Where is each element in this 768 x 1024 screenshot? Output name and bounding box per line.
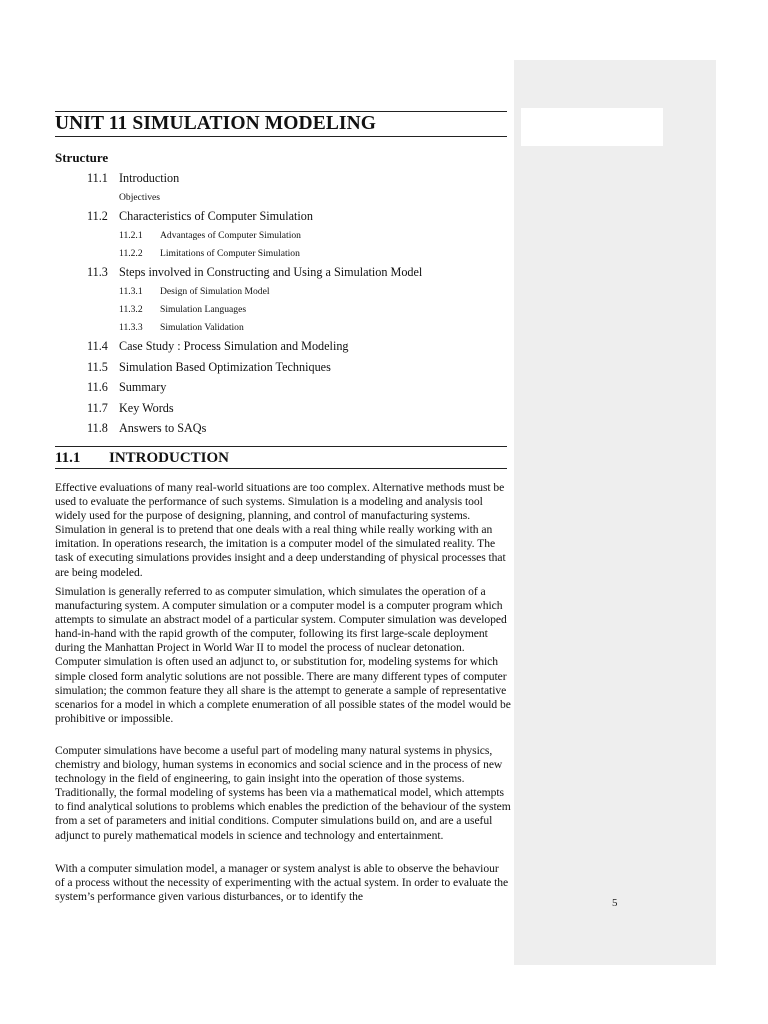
- page-number: 5: [612, 897, 618, 909]
- toc-label: Limitations of Computer Simulation: [160, 248, 300, 259]
- toc-number: 11.8: [87, 421, 108, 435]
- toc-label: Simulation Validation: [160, 322, 244, 333]
- toc-number: 11.2.1: [119, 230, 143, 241]
- toc-number: 11.3: [87, 265, 108, 279]
- toc-label: Design of Simulation Model: [160, 286, 270, 297]
- toc-item: [119, 192, 160, 203]
- title-rule-bottom: [55, 136, 507, 137]
- toc-number: 11.3.3: [119, 322, 143, 333]
- toc-number: 11.3.2: [119, 304, 143, 315]
- paragraph: With a computer simulation model, a manager or system analyst is able to observe the behaviour of a process without the necessity of experimenting with the actual system. In order to evaluate the system’s performance given various disturbances, or to identify the: [55, 862, 509, 904]
- section-rule-top: [55, 446, 507, 447]
- toc-number: 11.6: [87, 380, 108, 394]
- toc-label: Simulation Languages: [160, 304, 247, 315]
- toc-number: 11.2.2: [119, 248, 143, 259]
- toc-label: Case Study : Process Simulation and Modeling: [119, 339, 349, 353]
- paragraph: Computer simulations have become a useful part of modeling many natural systems in physics, chemistry and biology, human systems in economics and social science and in the process of new technology in the field of engineering, to gain insight into the operation of those systems. Traditionally, the formal modeling of systems has been via a mathematical model, which attempts to find analytical solutions to problems which enables the prediction of the behaviour of the system from a set of parameters and initial conditions. Computer simulations build on, and are a useful adjunct to purely mathematical models in science and technology and entertainment.: [55, 744, 511, 842]
- toc-label: Characteristics of Computer Simulation: [119, 209, 313, 223]
- title-rule-top: [55, 111, 507, 112]
- comment-box: [521, 108, 663, 146]
- toc-number: 11.4: [87, 339, 108, 353]
- section-title: INTRODUCTION: [109, 450, 230, 466]
- unit-title: UNIT 11 SIMULATION MODELING: [55, 113, 377, 134]
- toc-label: Steps involved in Constructing and Using a Simulation Model: [119, 265, 423, 279]
- toc-label: Introduction: [119, 171, 180, 185]
- toc-label: Advantages of Computer Simulation: [160, 230, 301, 241]
- section-rule-bottom: [55, 468, 507, 469]
- toc-label: Key Words: [119, 401, 174, 415]
- toc-label: Summary: [119, 380, 167, 394]
- toc-number: 11.3.1: [119, 286, 143, 297]
- toc-label: Answers to SAQs: [119, 421, 207, 435]
- toc-label: Objectives: [119, 192, 161, 203]
- toc-label: Simulation Based Optimization Techniques: [119, 360, 331, 374]
- paragraph: Effective evaluations of many real-world situations are too complex. Alternative methods must be used to evaluate the performance of such systems. Simulation is a modeling and analysis tool widely used for the purpose of designing, planning, and control of manufacturing systems. Simulation in general is to pretend that one deals with a real thing while really working with an imitation. In operations research, the imitation is a computer model of the simulated reality. The task of executing simulations provides insight and a deep understanding of physical processes that are being modeled.: [55, 481, 506, 579]
- toc-number: 11.5: [87, 360, 108, 374]
- toc-number: 11.2: [87, 209, 108, 223]
- section-number: 11.1: [55, 450, 81, 466]
- toc-number: 11.1: [87, 171, 108, 185]
- structure-heading: Structure: [55, 150, 109, 165]
- toc-number: 11.7: [87, 401, 108, 415]
- paragraph: Simulation is generally referred to as computer simulation, which simulates the operation of a manufacturing system. A computer simulation or a computer model is a computer program which attempts to simulate an abstract model of a particular system. Computer simulation was developed hand-in-hand with the rapid growth of the computer, following its first large-scale deployment during the Manhattan Project in World War II to model the process of nuclear detonation. Computer simulation is often used an adjunct to, or substitution for, modeling systems for which simple closed form analytic solutions are not possible. There are many different types of computer simulation; the common feature they all share is the attempt to generate a sample of representative scenarios for a model in which a complete enumeration of all possible states of the model would be prohibitive or impossible.: [55, 585, 511, 725]
- comment-margin: [514, 60, 716, 965]
